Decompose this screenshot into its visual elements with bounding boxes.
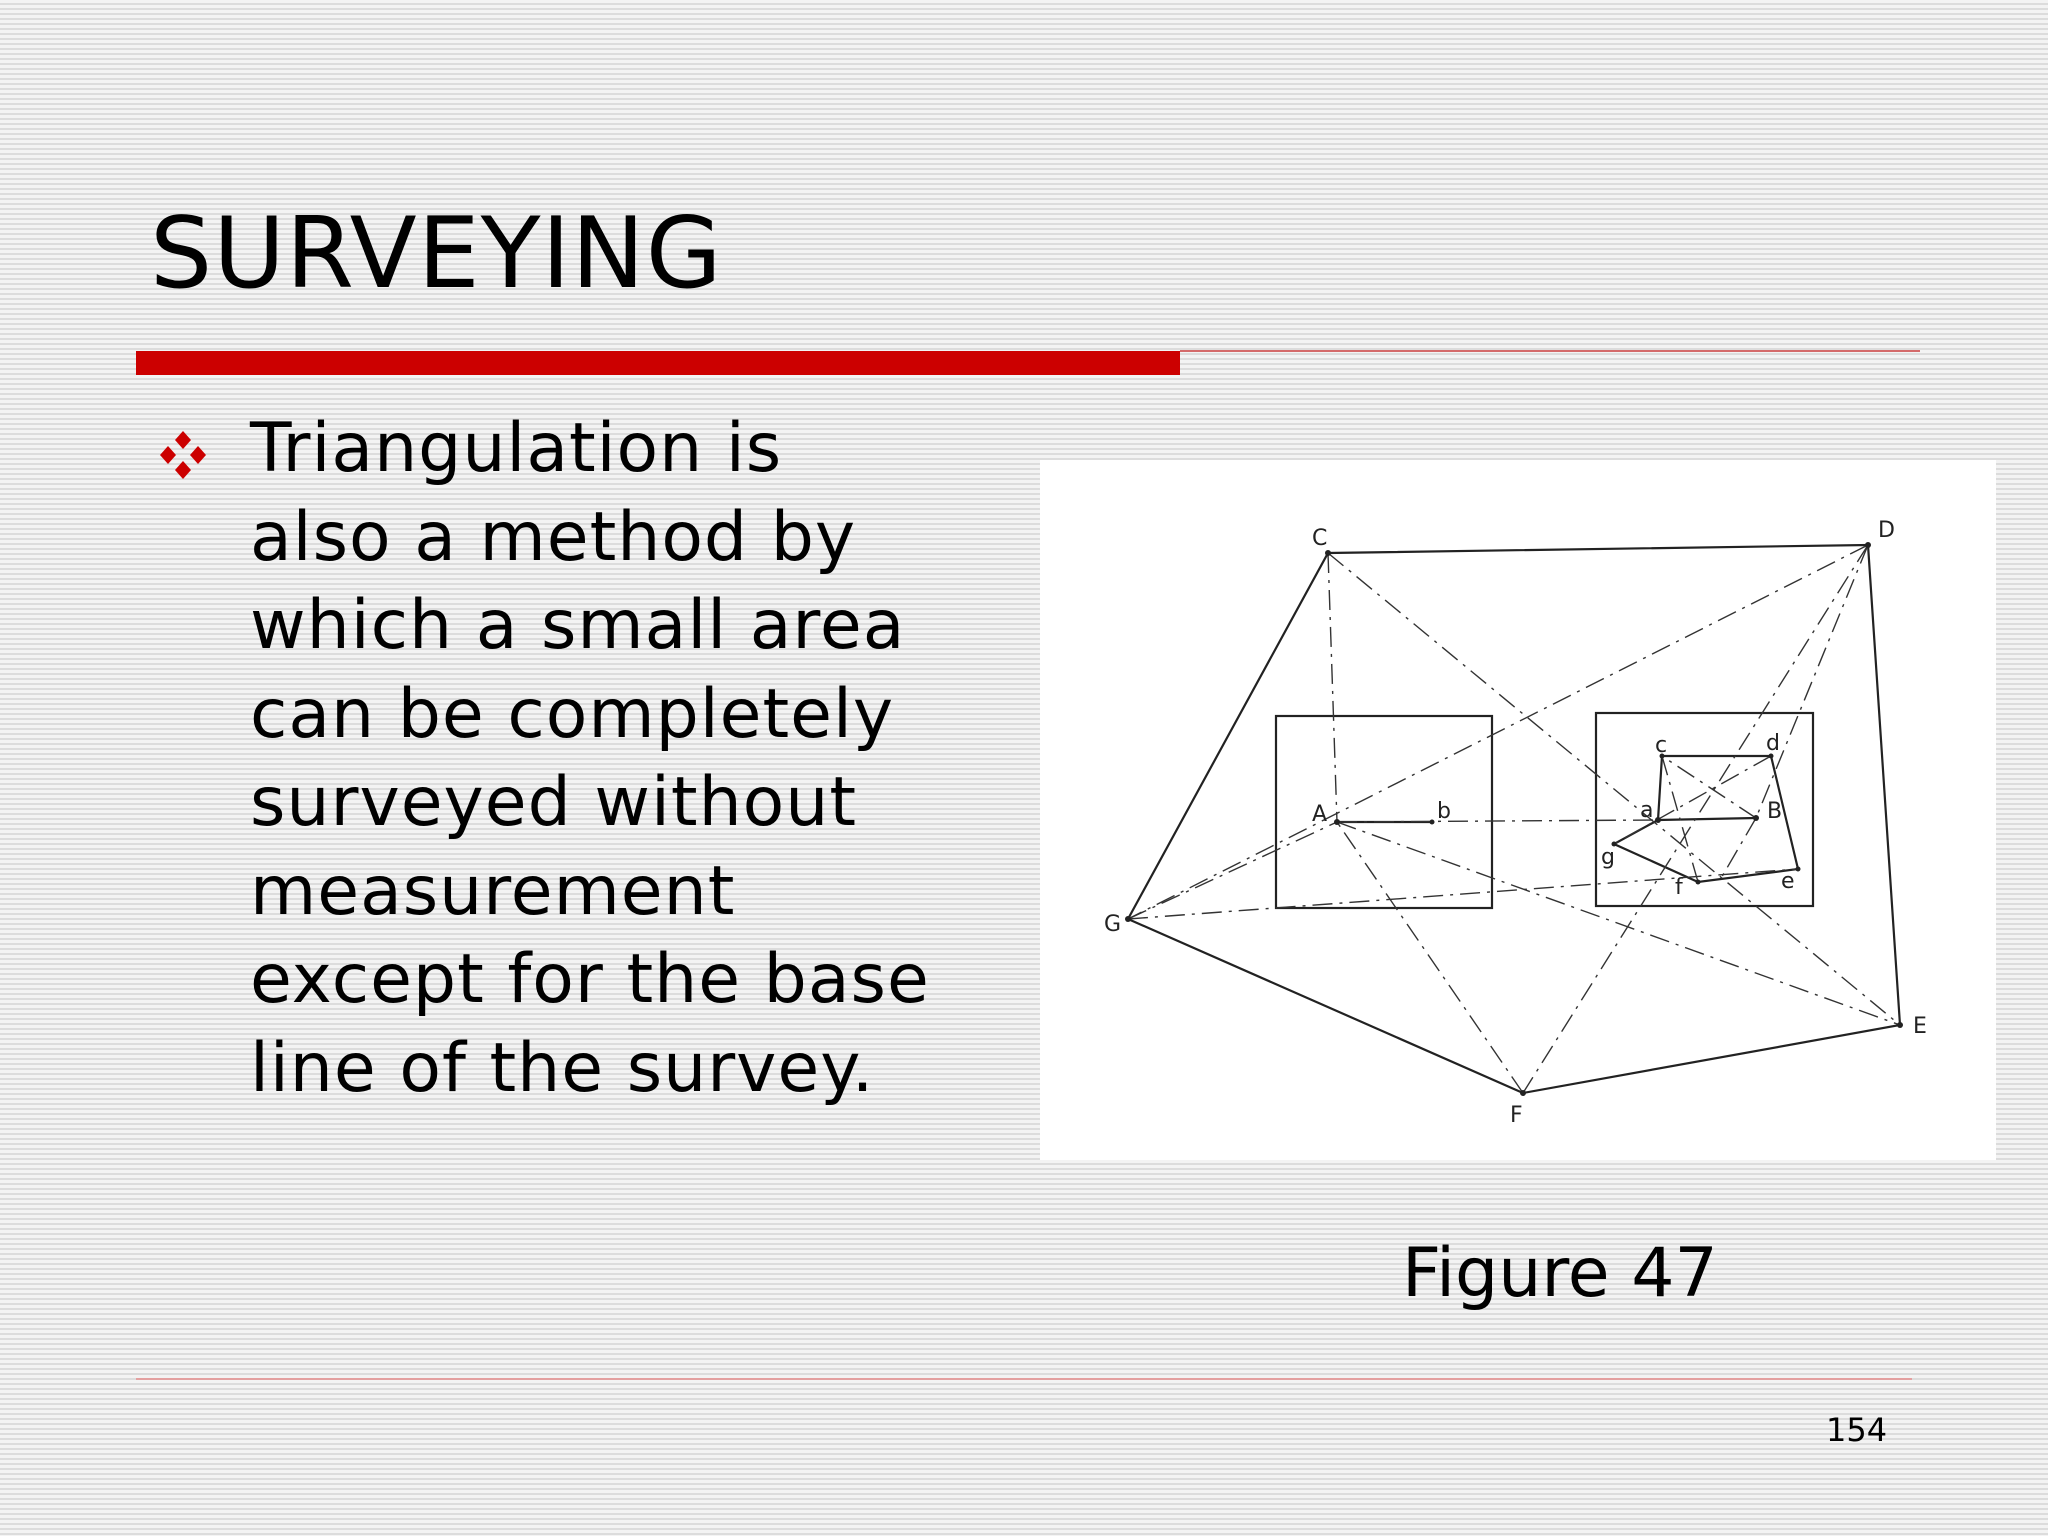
label-d: d <box>1766 731 1780 756</box>
bullet-line: can be completely <box>250 674 895 754</box>
diamond-bullet-icon <box>155 427 211 483</box>
title-underline-thick <box>136 351 1180 375</box>
bullet-line: which a small area <box>250 586 906 665</box>
survey-construction-lines <box>1128 545 1900 1093</box>
page-number: 154 <box>1826 1411 1888 1449</box>
triangulation-figure <box>1040 460 1996 1160</box>
label-g: g <box>1601 845 1615 870</box>
label-b: b <box>1437 799 1451 824</box>
survey-solid-lines <box>1128 545 1900 1093</box>
label-E: E <box>1913 1014 1927 1039</box>
label-B: B <box>1767 799 1783 824</box>
footer-rule <box>136 1378 1912 1380</box>
slide-title: SURVEYING <box>150 197 723 311</box>
label-a: a <box>1640 798 1654 823</box>
title-underline-thin <box>1180 350 1920 352</box>
bullet-line: measurement <box>250 851 736 931</box>
label-e: e <box>1781 869 1795 894</box>
label-G: G <box>1104 912 1122 937</box>
figure-caption: Figure 47 <box>1402 1234 1718 1313</box>
triangulation-diagram <box>1040 460 1996 1160</box>
bullet-line: line of the survey. <box>250 1028 875 1108</box>
label-f: f <box>1675 875 1683 900</box>
label-A: A <box>1312 802 1328 827</box>
bullet-line: also a method by <box>250 497 857 577</box>
label-c: c <box>1655 733 1668 758</box>
label-C: C <box>1312 526 1328 551</box>
label-F: F <box>1510 1103 1523 1128</box>
bullet-line: except for the base <box>250 940 930 1019</box>
bullet-line: Triangulation is <box>250 409 783 488</box>
label-D: D <box>1878 518 1895 543</box>
bullet-text <box>250 405 1000 1113</box>
bullet-line: surveyed without <box>250 763 858 842</box>
station-labels <box>1104 518 1927 1128</box>
